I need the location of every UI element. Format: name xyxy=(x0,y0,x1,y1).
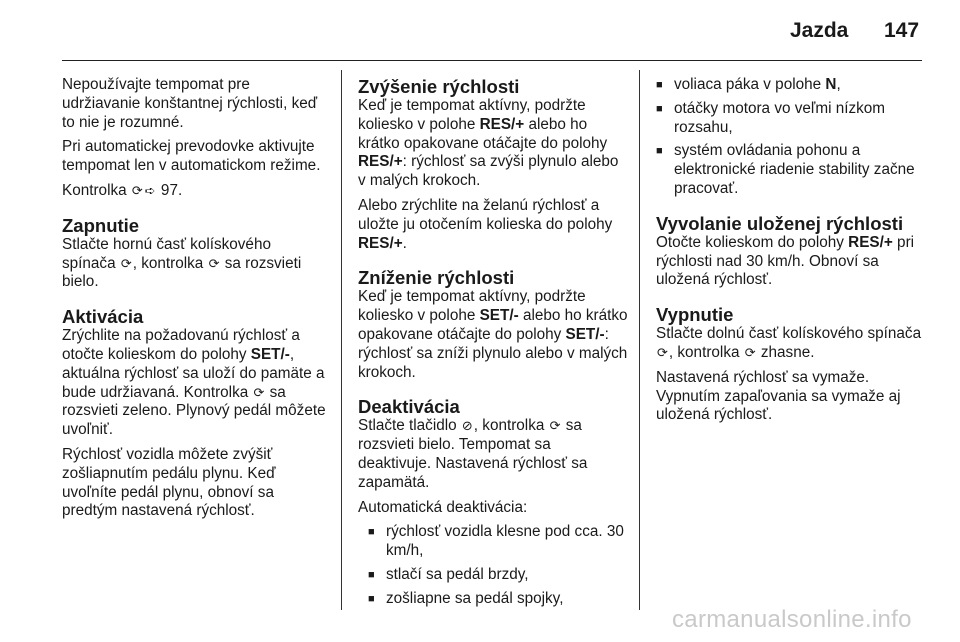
reference-arrow-icon: ➪ xyxy=(144,182,156,198)
cruise-control-icon: ⟳ xyxy=(208,255,220,271)
cruise-control-icon: ⟳ xyxy=(657,344,668,360)
heading-deaktivacia: Deaktivácia xyxy=(358,396,460,418)
heading-zapnutie: Zapnutie xyxy=(62,214,140,236)
list-item: ■ zošliapne sa pedál spojky, xyxy=(368,590,628,609)
auto-deactivation-list-cont xyxy=(656,76,926,199)
cruise-control-icon: ⟳ xyxy=(549,418,561,434)
list-item: ■ rýchlosť vozidla klesne pod cca. 30 km/h, xyxy=(368,523,628,561)
page-number: 147 xyxy=(884,19,920,42)
heading-vyvolanie: Vyvolanie uloženej rýchlosti xyxy=(656,212,904,234)
paragraph: Keď je tempomat aktívny, podržte koliesko v polohe SET/- alebo ho krátko opakovane otáčajte do polohy SET/-: rýchlosť sa zníži plynulo alebo v malých krokoch. xyxy=(358,288,628,381)
column-2 xyxy=(358,76,628,615)
list-item: ■ voliaca páka v polohe N, xyxy=(656,76,926,95)
heading-vypnutie: Vypnutie xyxy=(656,304,734,326)
paragraph: Stlačte tlačidlo ⊘, kontrolka ⟳ sa rozsvieti bielo. Tempomat sa deaktivuje. Nastavená rýchlosť sa zapamätá. xyxy=(358,417,588,491)
paragraph: Rýchlosť vozidla môžete zvýšiť zošliapnutím pedálu plynu. Keď uvoľníte pedál plynu, obnoví sa predtým nastavená rýchlosť. xyxy=(62,445,276,520)
paragraph: Keď je tempomat aktívny, podržte koliesko v polohe RES/+ alebo ho krátko opakovane otáčajte do polohy RES/+: rýchlosť sa zvýši plynulo alebo v malých krokoch. xyxy=(358,97,619,190)
chapter-title: Jazda xyxy=(790,19,849,42)
header-rule xyxy=(62,60,922,61)
heading-aktivacia: Aktivácia xyxy=(62,306,144,328)
list-item: ■ systém ovládania pohonu a elektronické riadenie stability začne pracovať. xyxy=(656,142,926,198)
paragraph: Nastavená rýchlosť sa vymaže. Vypnutím zapaľovania sa vymaže aj uložená rýchlosť. xyxy=(656,368,901,424)
paragraph: Automatická deaktivácia: xyxy=(358,498,528,516)
heading-zvysenie: Zvýšenie rýchlosti xyxy=(358,76,520,97)
list-item: ■ otáčky motora vo veľmi nízkom rozsahu, xyxy=(656,100,926,138)
column-1 xyxy=(62,76,328,527)
paragraph: Nepoužívajte tempomat pre udržiavanie konštantnej rýchlosti, keď to nie je rozumné. xyxy=(62,76,318,131)
column-3 xyxy=(656,76,926,431)
heading-znizenie: Zníženie rýchlosti xyxy=(358,267,515,289)
paragraph-reference: Kontrolka ⟳ ➪ 97. xyxy=(62,181,183,199)
cruise-control-icon: ⟳ xyxy=(131,182,143,198)
watermark: carmanualsonline.info xyxy=(672,606,912,633)
paragraph: Stlačte hornú časť kolískového spínača ⟳, kontrolka ⟳ sa rozsvieti bielo. xyxy=(62,235,302,291)
cruise-control-icon: ⟳ xyxy=(120,255,132,271)
column-divider-2 xyxy=(639,70,640,610)
paragraph: Pri automatickej prevodovke aktivujte tempomat len v automatickom režime. xyxy=(62,138,321,175)
paragraph: Zrýchlite na požadovanú rýchlosť a otočte kolieskom do polohy SET/-, aktuálna rýchlosť sa uloží do pamäte a bude udržiavaná. Kontrolka ⟳ sa rozsvieti zeleno. Plynový pedál môžete uvoľniť. xyxy=(62,327,326,439)
paragraph: Alebo zrýchlite na želanú rýchlosť a uložte ju otočením kolieska do polohy RES/+. xyxy=(358,196,613,252)
cruise-control-icon: ⟳ xyxy=(253,384,265,400)
paragraph: Stlačte dolnú časť kolískového spínača ⟳, kontrolka ⟳ zhasne. xyxy=(656,325,922,361)
column-divider-1 xyxy=(341,70,342,610)
paragraph: Otočte kolieskom do polohy RES/+ pri rýchlosti nad 30 km/h. Obnoví sa uložená rýchlosť. xyxy=(656,233,915,289)
auto-deactivation-list xyxy=(358,523,628,608)
list-item: ■ stlačí sa pedál brzdy, xyxy=(368,566,628,585)
cruise-control-icon: ⟳ xyxy=(744,344,756,360)
page-header xyxy=(0,0,960,64)
cruise-cancel-icon: ⊘ xyxy=(461,418,473,434)
